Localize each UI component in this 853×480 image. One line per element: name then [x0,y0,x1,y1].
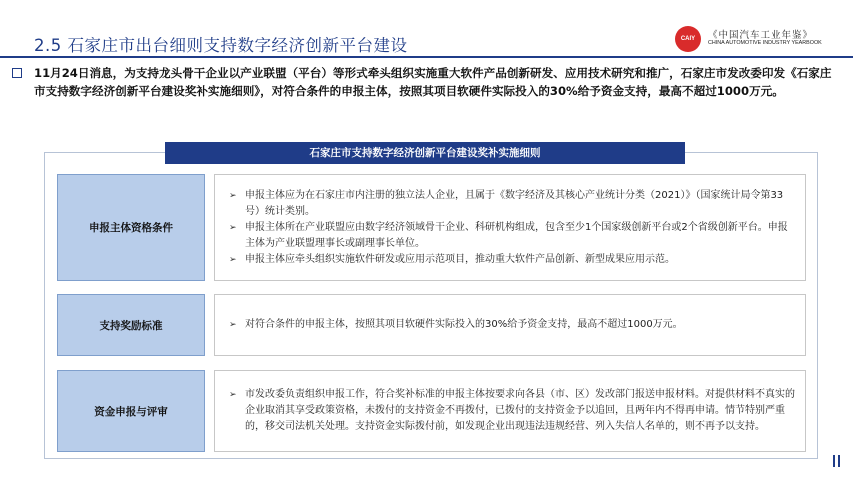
page-marker-icon [833,455,841,467]
item-text: 申报主体应牵头组织实施软件研发或应用示范项目，推动重大软件产品创新、新型成果应用示范。 [245,253,675,265]
row-content-eligibility [214,174,806,281]
yearbook-logo [675,26,845,52]
list-item [229,188,795,220]
arrow-bullet-icon: ➢ [229,254,237,265]
logo-english-text: CHINA AUTOMOTIVE INDUSTRY YEARBOOK [708,40,822,46]
title-divider [0,56,853,58]
list-item [229,220,795,252]
list-item [229,387,795,435]
logo-chinese-text: 《中国汽车工业年鉴》 [708,30,814,41]
item-text: 申报主体应为在石家庄市内注册的独立法人企业，且属于《数字经济及其核心产业统计分类（2021）》（国家统计局令第33号）统计类别。 [245,189,784,217]
row-label-application-review: 资金申报与评审 [57,370,205,452]
arrow-bullet-icon: ➢ [229,390,237,400]
row-content-application-review [214,370,806,452]
row-label-reward-standard: 支持奖励标准 [57,294,205,356]
list-item [229,317,795,333]
square-bullet-icon [12,68,22,78]
arrow-bullet-icon: ➢ [229,190,237,201]
list-item [229,252,795,268]
page-title: 2.5 石家庄市出台细则支持数字经济创新平台建设 [34,36,408,55]
arrow-bullet-icon: ➢ [229,320,237,330]
row-label-eligibility: 申报主体资格条件 [57,174,205,281]
caiy-logo-icon: CAIY [675,26,701,52]
item-text: 市发改委负责组织申报工作，符合奖补标准的申报主体按要求向各县（市、区）发改部门报送申报材料。对提供材料不真实的企业取消其享受政策资格，未拨付的支持资金不再拨付，已拨付的支持资金予以追回，且两年内不得再申请。情节特别严重的，移交司法机关处理。支持资金实际拨付前，如发现企业出现违法违规经营、列入失信人名单的，则不再予以支持。 [245,389,795,432]
intro-paragraph: 11月24日消息，为支持龙头骨干企业以产业联盟（平台）等形式牵头组织实施重大软件产品创新研发、应用技术研究和推广，石家庄市发改委印发《石家庄市支持数字经济创新平台建设奖补实施细则》，对符合条件的申报主体，按照其项目软硬件实际投入的30%给予资金支持，最高不超过1000万元。 [34,66,832,98]
row-content-reward-standard [214,294,806,356]
policy-table-header: 石家庄市支持数字经济创新平台建设奖补实施细则 [165,142,685,164]
item-text: 对符合条件的申报主体，按照其项目软硬件实际投入的30%给予资金支持，最高不超过1000万元。 [245,319,683,330]
arrow-bullet-icon: ➢ [229,222,237,233]
item-text: 申报主体所在产业联盟应由数字经济领域骨干企业、科研机构组成，包含至少1个国家级创新平台或2个省级创新平台。申报主体为产业联盟理事长或副理事长单位。 [245,221,788,249]
